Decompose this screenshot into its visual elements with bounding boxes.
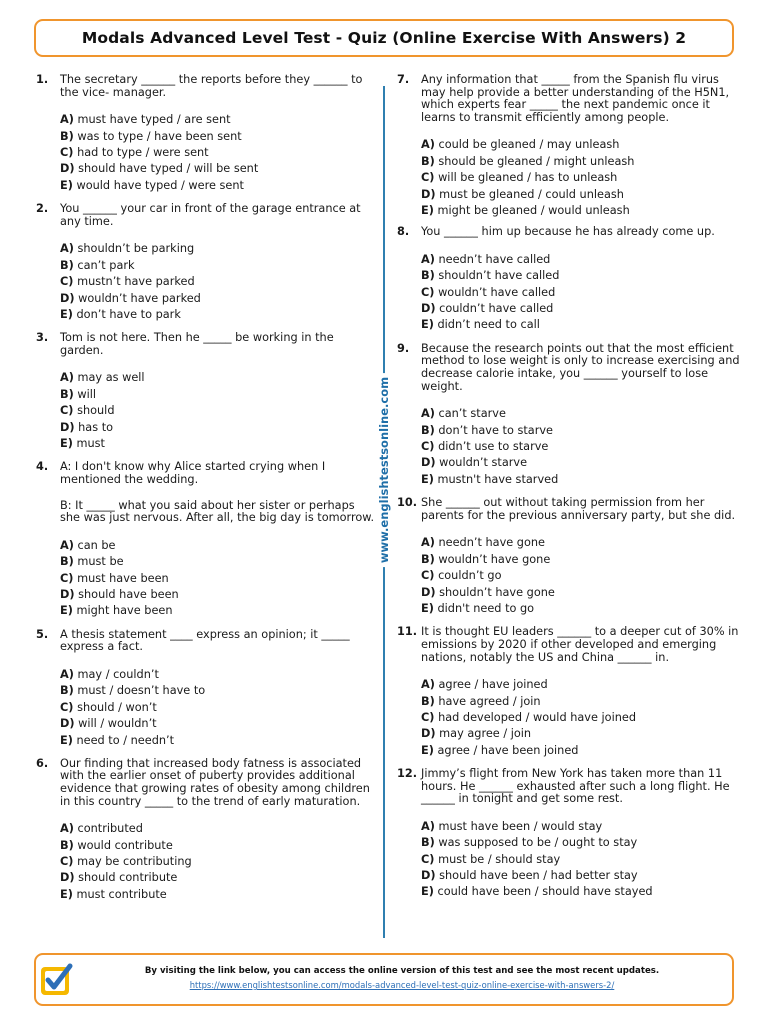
question-4 [36, 461, 376, 619]
answer-option [421, 585, 742, 601]
online-test-link[interactable]: https://www.englishtestsonline.com/modals-advanced-level-test-quiz-online-exercise-with-answers-2/ [189, 980, 615, 990]
answer-options [60, 112, 376, 194]
answer-option [421, 868, 742, 884]
answer-options [60, 370, 376, 452]
option-letter: A) [60, 113, 74, 127]
answer-options [60, 241, 376, 323]
option-letter: B) [60, 258, 74, 272]
answer-option [421, 852, 742, 868]
option-letter: E) [60, 733, 73, 747]
answer-option [421, 472, 742, 488]
answer-option [60, 554, 376, 570]
option-text: must / doesn’t have to [77, 684, 206, 698]
option-letter: C) [60, 404, 74, 418]
answer-option [60, 733, 376, 749]
option-letter: D) [421, 187, 436, 201]
answer-option [421, 154, 742, 170]
question-11 [397, 626, 742, 759]
answer-options [421, 406, 742, 488]
option-letter: C) [60, 275, 74, 289]
option-letter: E) [421, 318, 434, 332]
option-letter: E) [60, 604, 73, 618]
question-7 [397, 74, 742, 219]
answer-option [421, 884, 742, 900]
question-text: Any information that _____ from the Spanish flu virus may help provide a better understanding of the H5N1, which experts fear _____ the next pandemic once it learns to transmit efficiently among people. [421, 73, 730, 124]
answer-option [421, 285, 742, 301]
answer-options [421, 819, 742, 901]
option-text: may as well [77, 371, 145, 385]
answer-option [60, 700, 376, 716]
answer-option [60, 538, 376, 554]
option-letter: B) [421, 423, 435, 437]
option-letter: D) [421, 585, 436, 599]
checkbox-check-icon [39, 963, 73, 997]
answer-option [60, 420, 376, 436]
option-letter: D) [60, 420, 75, 434]
option-letter: E) [421, 472, 434, 486]
option-letter: C) [60, 571, 74, 585]
answer-options [60, 538, 376, 620]
option-letter: D) [60, 162, 75, 176]
option-text: should [77, 404, 115, 418]
question-2 [36, 203, 376, 323]
option-text: couldn’t go [438, 569, 502, 583]
option-letter: C) [60, 855, 74, 869]
option-text: could be gleaned / may unleash [438, 138, 620, 152]
option-text: was to type / have been sent [77, 129, 242, 143]
answer-option [421, 835, 742, 851]
option-text: may be contributing [77, 855, 192, 869]
option-letter: E) [60, 437, 73, 451]
question-number: 8. [397, 225, 410, 239]
option-text: might have been [76, 604, 173, 618]
question-10 [397, 497, 742, 617]
answer-option [60, 274, 376, 290]
option-text: can be [77, 538, 116, 552]
question-9 [397, 343, 742, 488]
answer-option [60, 403, 376, 419]
answer-option [60, 370, 376, 386]
answer-option [60, 603, 376, 619]
option-text: wouldn’t have parked [78, 291, 201, 305]
question-text: Our finding that increased body fatness is associated with the earlier onset of puberty provides additional evidence that growing rates of obesity among children in this country _____ to the trend of early maturation. [60, 756, 370, 808]
option-text: had developed / would have joined [438, 710, 636, 724]
option-text: wouldn’t have called [438, 285, 556, 299]
question-number: 2. [36, 202, 49, 216]
answer-option [60, 587, 376, 603]
question-8 [397, 226, 742, 334]
option-letter: A) [60, 538, 74, 552]
question-text: You ______ him up because he has already come up. [421, 225, 715, 239]
answer-option [60, 870, 376, 886]
footer-box [34, 953, 734, 1006]
answer-option [421, 601, 742, 617]
option-text: needn’t have called [438, 252, 551, 266]
question-text: B: It _____ what you said about her sister or perhaps she was just nervous. After all, the big day is tomorrow. [60, 498, 375, 525]
answer-option [421, 535, 742, 551]
option-letter: B) [60, 129, 74, 143]
option-text: could have been / should have stayed [437, 885, 653, 899]
option-letter: A) [60, 371, 74, 385]
option-text: should / won’t [77, 700, 157, 714]
answer-option [60, 291, 376, 307]
question-12 [397, 768, 742, 901]
option-text: must contribute [76, 887, 167, 901]
answer-option [60, 571, 376, 587]
footer-note: By visiting the link below, you can access the online version of this test and see the most recent updates. [144, 966, 660, 976]
question-number: 12. [397, 767, 418, 781]
option-letter: D) [60, 871, 75, 885]
answer-option [60, 436, 376, 452]
option-text: contributed [77, 822, 143, 836]
left-column [36, 74, 376, 903]
option-text: may agree / join [439, 727, 532, 741]
option-text: must [76, 437, 105, 451]
option-text: will [77, 387, 97, 401]
answer-option [421, 406, 742, 422]
answer-option [60, 683, 376, 699]
option-text: don’t have to starve [438, 423, 553, 437]
answer-option [421, 252, 742, 268]
option-letter: B) [60, 555, 74, 569]
option-letter: A) [421, 678, 435, 692]
answer-option [421, 552, 742, 568]
option-text: had to type / were sent [77, 145, 209, 159]
answer-option [421, 694, 742, 710]
option-text: must be [77, 555, 124, 569]
option-text: must have been / would stay [438, 819, 603, 833]
option-text: needn’t have gone [438, 536, 546, 550]
option-letter: D) [421, 869, 436, 883]
option-letter: C) [421, 710, 435, 724]
question-text: She ______ out without taking permission from her parents for the previous anniversary party, but she did. [421, 496, 736, 522]
answer-option [421, 187, 742, 203]
option-text: should have been / had better stay [439, 869, 638, 883]
option-letter: C) [421, 569, 435, 583]
option-text: must be / should stay [438, 852, 561, 866]
option-letter: D) [421, 302, 436, 316]
site-watermark: www.englishtestsonline.com [377, 373, 391, 567]
option-text: shouldn’t have called [438, 269, 560, 283]
question-3 [36, 332, 376, 452]
option-text: have agreed / join [438, 694, 541, 708]
option-text: shouldn’t have gone [439, 585, 555, 599]
answer-option [421, 568, 742, 584]
option-letter: B) [60, 684, 74, 698]
option-letter: A) [421, 407, 435, 421]
answer-options [60, 821, 376, 903]
option-letter: C) [60, 700, 74, 714]
question-1 [36, 74, 376, 194]
option-text: mustn't have starved [437, 472, 559, 486]
option-text: may / couldn’t [77, 667, 159, 681]
answer-options [421, 677, 742, 759]
option-letter: B) [421, 269, 435, 283]
answer-option [421, 203, 742, 219]
answer-option [421, 726, 742, 742]
option-letter: A) [60, 667, 74, 681]
option-letter: A) [421, 536, 435, 550]
answer-option [60, 387, 376, 403]
answer-option [421, 819, 742, 835]
option-text: mustn’t have parked [77, 275, 195, 289]
option-letter: B) [421, 154, 435, 168]
option-letter: E) [60, 307, 73, 321]
question-number: 11. [397, 625, 418, 639]
answer-option [60, 307, 376, 323]
answer-option [421, 677, 742, 693]
question-text: Tom is not here. Then he _____ be working in the garden. [60, 331, 334, 357]
answer-option [421, 743, 742, 759]
answer-option [60, 145, 376, 161]
option-text: didn’t use to starve [438, 440, 549, 454]
answer-option [60, 161, 376, 177]
option-text: will / wouldn’t [78, 717, 157, 731]
option-letter: B) [421, 836, 435, 850]
option-letter: D) [421, 727, 436, 741]
option-letter: C) [421, 440, 435, 454]
option-text: agree / have joined [438, 678, 548, 692]
option-text: was supposed to be / ought to stay [438, 836, 638, 850]
option-text: has to [78, 420, 114, 434]
option-text: didn’t need to call [437, 318, 540, 332]
option-text: must have typed / are sent [77, 113, 231, 127]
option-letter: A) [421, 819, 435, 833]
option-text: should have been [78, 587, 179, 601]
option-text: couldn’t have called [439, 302, 554, 316]
option-text: should contribute [78, 871, 178, 885]
question-number: 10. [397, 496, 418, 510]
question-number: 7. [397, 73, 410, 86]
answer-option [60, 821, 376, 837]
question-text: Because the research points out that the most efficient method to lose weight is only to increase exercising and decrease calorie intake, you ______ yourself to lose weight. [421, 341, 740, 393]
option-letter: B) [421, 694, 435, 708]
answer-option [60, 716, 376, 732]
answer-option [421, 317, 742, 333]
question-number: 9. [397, 341, 410, 355]
option-text: should have typed / will be sent [78, 162, 259, 176]
answer-option [60, 178, 376, 194]
question-text: The secretary ______ the reports before they ______ to the vice- manager. [60, 73, 363, 99]
answer-option [421, 439, 742, 455]
question-number: 6. [36, 756, 49, 770]
answer-option [421, 268, 742, 284]
option-text: need to / needn’t [76, 733, 175, 747]
option-letter: D) [60, 587, 75, 601]
option-letter: E) [60, 887, 73, 901]
answer-options [421, 137, 742, 219]
option-letter: B) [60, 387, 74, 401]
question-text: A: I don't know why Alice started crying when I mentioned the wedding. [60, 460, 326, 487]
question-number: 5. [36, 627, 49, 641]
option-letter: C) [421, 171, 435, 185]
option-text: would contribute [77, 838, 173, 852]
option-letter: C) [421, 852, 435, 866]
answer-option [421, 710, 742, 726]
option-letter: A) [421, 252, 435, 266]
option-letter: A) [60, 242, 74, 256]
question-number: 4. [36, 460, 49, 474]
option-text: can’t starve [438, 407, 506, 421]
question-number: 3. [36, 331, 49, 345]
answer-option [60, 241, 376, 257]
answer-option [60, 887, 376, 903]
question-text: It is thought EU leaders ______ to a deeper cut of 30% in emissions by 2020 if other developed and emerging nations, notably the US and China ______ in. [421, 625, 739, 664]
answer-options [421, 535, 742, 617]
question-text: A thesis statement ____ express an opinion; it _____ express a fact. [60, 627, 350, 654]
question-6 [36, 758, 376, 903]
option-text: must be gleaned / could unleash [439, 187, 624, 201]
option-text: should be gleaned / might unleash [438, 154, 635, 168]
answer-option [421, 301, 742, 317]
option-text: would have typed / were sent [76, 178, 244, 192]
option-text: shouldn’t be parking [77, 242, 195, 256]
option-letter: E) [421, 743, 434, 757]
answer-options [60, 667, 376, 749]
answer-option [60, 854, 376, 870]
option-letter: A) [421, 138, 435, 152]
answer-option [60, 129, 376, 145]
option-text: will be gleaned / has to unleash [438, 171, 618, 185]
answer-option [421, 423, 742, 439]
option-letter: A) [60, 822, 74, 836]
answer-option [60, 667, 376, 683]
option-letter: C) [421, 285, 435, 299]
page-title: Modals Advanced Level Test - Quiz (Online Exercise With Answers) 2 [81, 29, 687, 47]
option-text: wouldn’t starve [439, 456, 528, 470]
option-letter: D) [60, 291, 75, 305]
question-5 [36, 629, 376, 749]
question-text: Jimmy’s flight from New York has taken more than 11 hours. He ______ exhausted after such a long flight. He ______ in tonight and get some rest. [421, 767, 730, 806]
option-text: don’t have to park [76, 307, 181, 321]
option-letter: E) [421, 203, 434, 217]
title-box [34, 19, 734, 57]
option-letter: E) [421, 601, 434, 615]
question-number: 1. [36, 73, 49, 86]
option-letter: B) [60, 838, 74, 852]
option-text: might be gleaned / would unleash [437, 203, 630, 217]
right-column [397, 74, 742, 901]
option-letter: E) [60, 178, 73, 192]
answer-option [60, 112, 376, 128]
option-letter: D) [421, 456, 436, 470]
answer-option [60, 258, 376, 274]
option-text: agree / have been joined [437, 743, 579, 757]
question-text: You ______ your car in front of the garage entrance at any time. [60, 202, 361, 228]
option-text: can’t park [77, 258, 135, 272]
answer-options [421, 252, 742, 334]
option-letter: E) [421, 885, 434, 899]
option-letter: D) [60, 717, 75, 731]
answer-option [421, 170, 742, 186]
option-text: must have been [77, 571, 169, 585]
answer-option [421, 455, 742, 471]
answer-option [60, 838, 376, 854]
option-text: didn't need to go [437, 601, 535, 615]
option-text: wouldn’t have gone [438, 552, 551, 566]
answer-option [421, 137, 742, 153]
option-letter: C) [60, 145, 74, 159]
option-letter: B) [421, 552, 435, 566]
